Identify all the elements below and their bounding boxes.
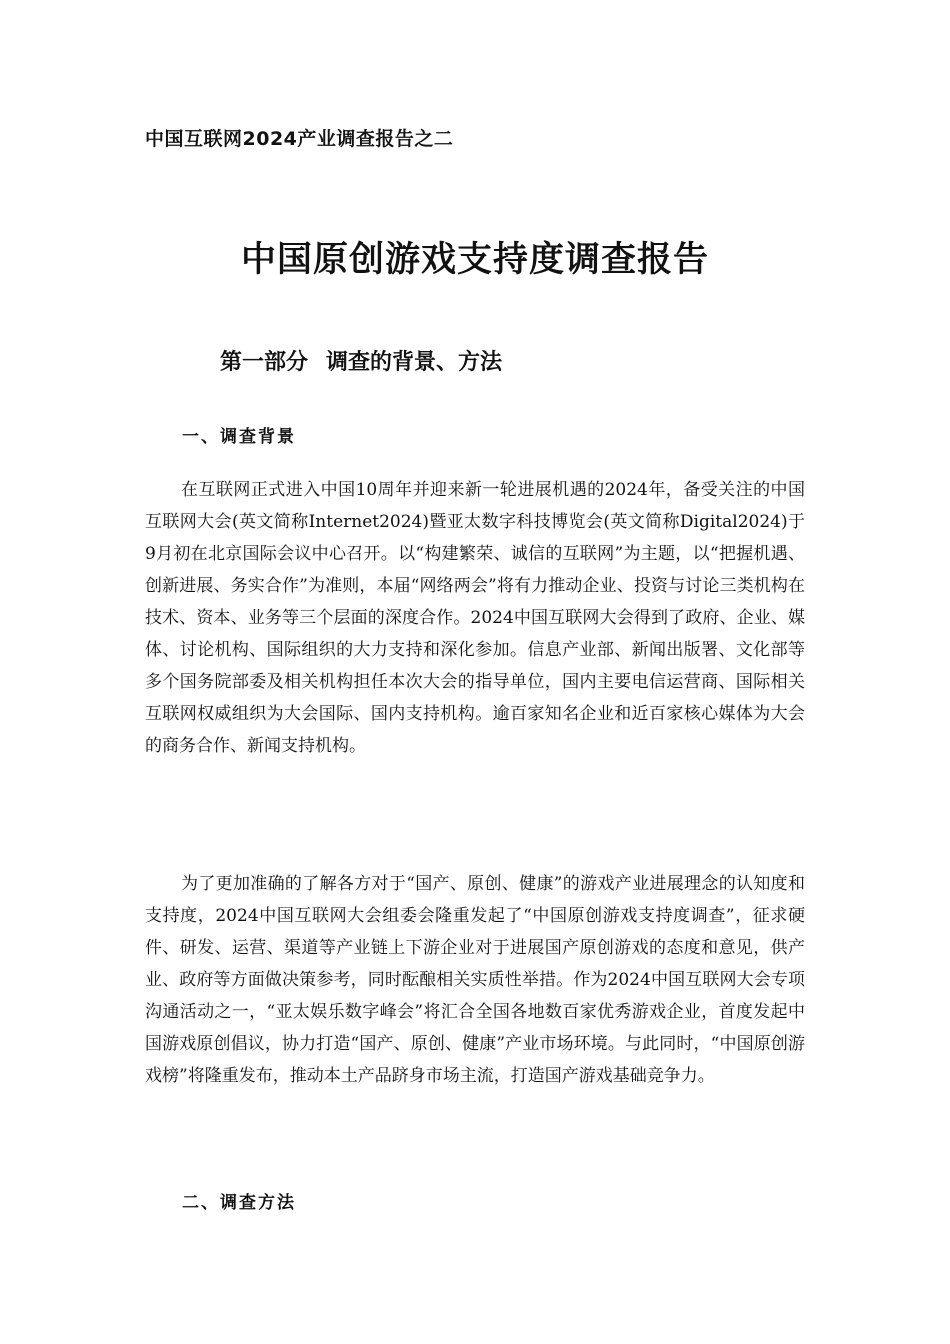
- section-heading-background: 一、调查背景: [182, 427, 296, 447]
- part-title: 调查的背景、方法: [326, 350, 503, 375]
- page-title: 中国原创游戏支持度调查报告: [240, 240, 709, 280]
- paragraph: 为了更加准确的了解各方对于“国产、原创、健康”的游戏产业进展理念的认知度和支持度，2024中国互联网大会组委会隆重发起了“中国原创游戏支持度调查”，征求硬件、研发、运营、渠道等产业链上下游企业对于进展国产原创游戏的态度和意见，供产业、政府等方面做决策参考，同时酝酿相关实质性举措。作为2024中国互联网大会专项沟通活动之一，“亚太娱乐数字峰会”将汇合全国各地数百家优秀游戏企业，首度发起中国游戏原创倡议，协力打造“国产、原创、健康”产业市场环境。与此同时，“中国原创游戏榜”将隆重发布，推动本土产品跻身市场主流，打造国产游戏基础竞争力。: [145, 874, 805, 1086]
- paragraph: 在互联网正式进入中国10周年并迎来新一轮进展机遇的2024年，备受关注的中国互联网大会(英文简称Internet2024)暨亚太数字科技博览会(英文简称Digital2024)于9月初在北京国际会议中心召开。以“构建繁荣、诚信的互联网”为主题，以“把握机遇、创新进展、务实合作”为准则，本届“网络两会”将有力推动企业、投资与讨论三类机构在技术、资本、业务等三个层面的深度合作。2024中国互联网大会得到了政府、企业、媒体、讨论机构、国际组织的大力支持和深化参加。信息产业部、新闻出版署、文化部等多个国务院部委及相关机构担任本次大会的指导单位，国内主要电信运营商、国际相关互联网权威组织为大会国际、国内支持机构。逾百家知名企业和近百家核心媒体为大会的商务合作、新闻支持机构。: [145, 480, 805, 756]
- series-title: 中国互联网2024产业调查报告之二: [145, 128, 454, 150]
- part-label: 第一部分: [220, 350, 309, 375]
- section-heading-method: 二、调查方法: [182, 1193, 296, 1213]
- part-heading: [220, 345, 502, 376]
